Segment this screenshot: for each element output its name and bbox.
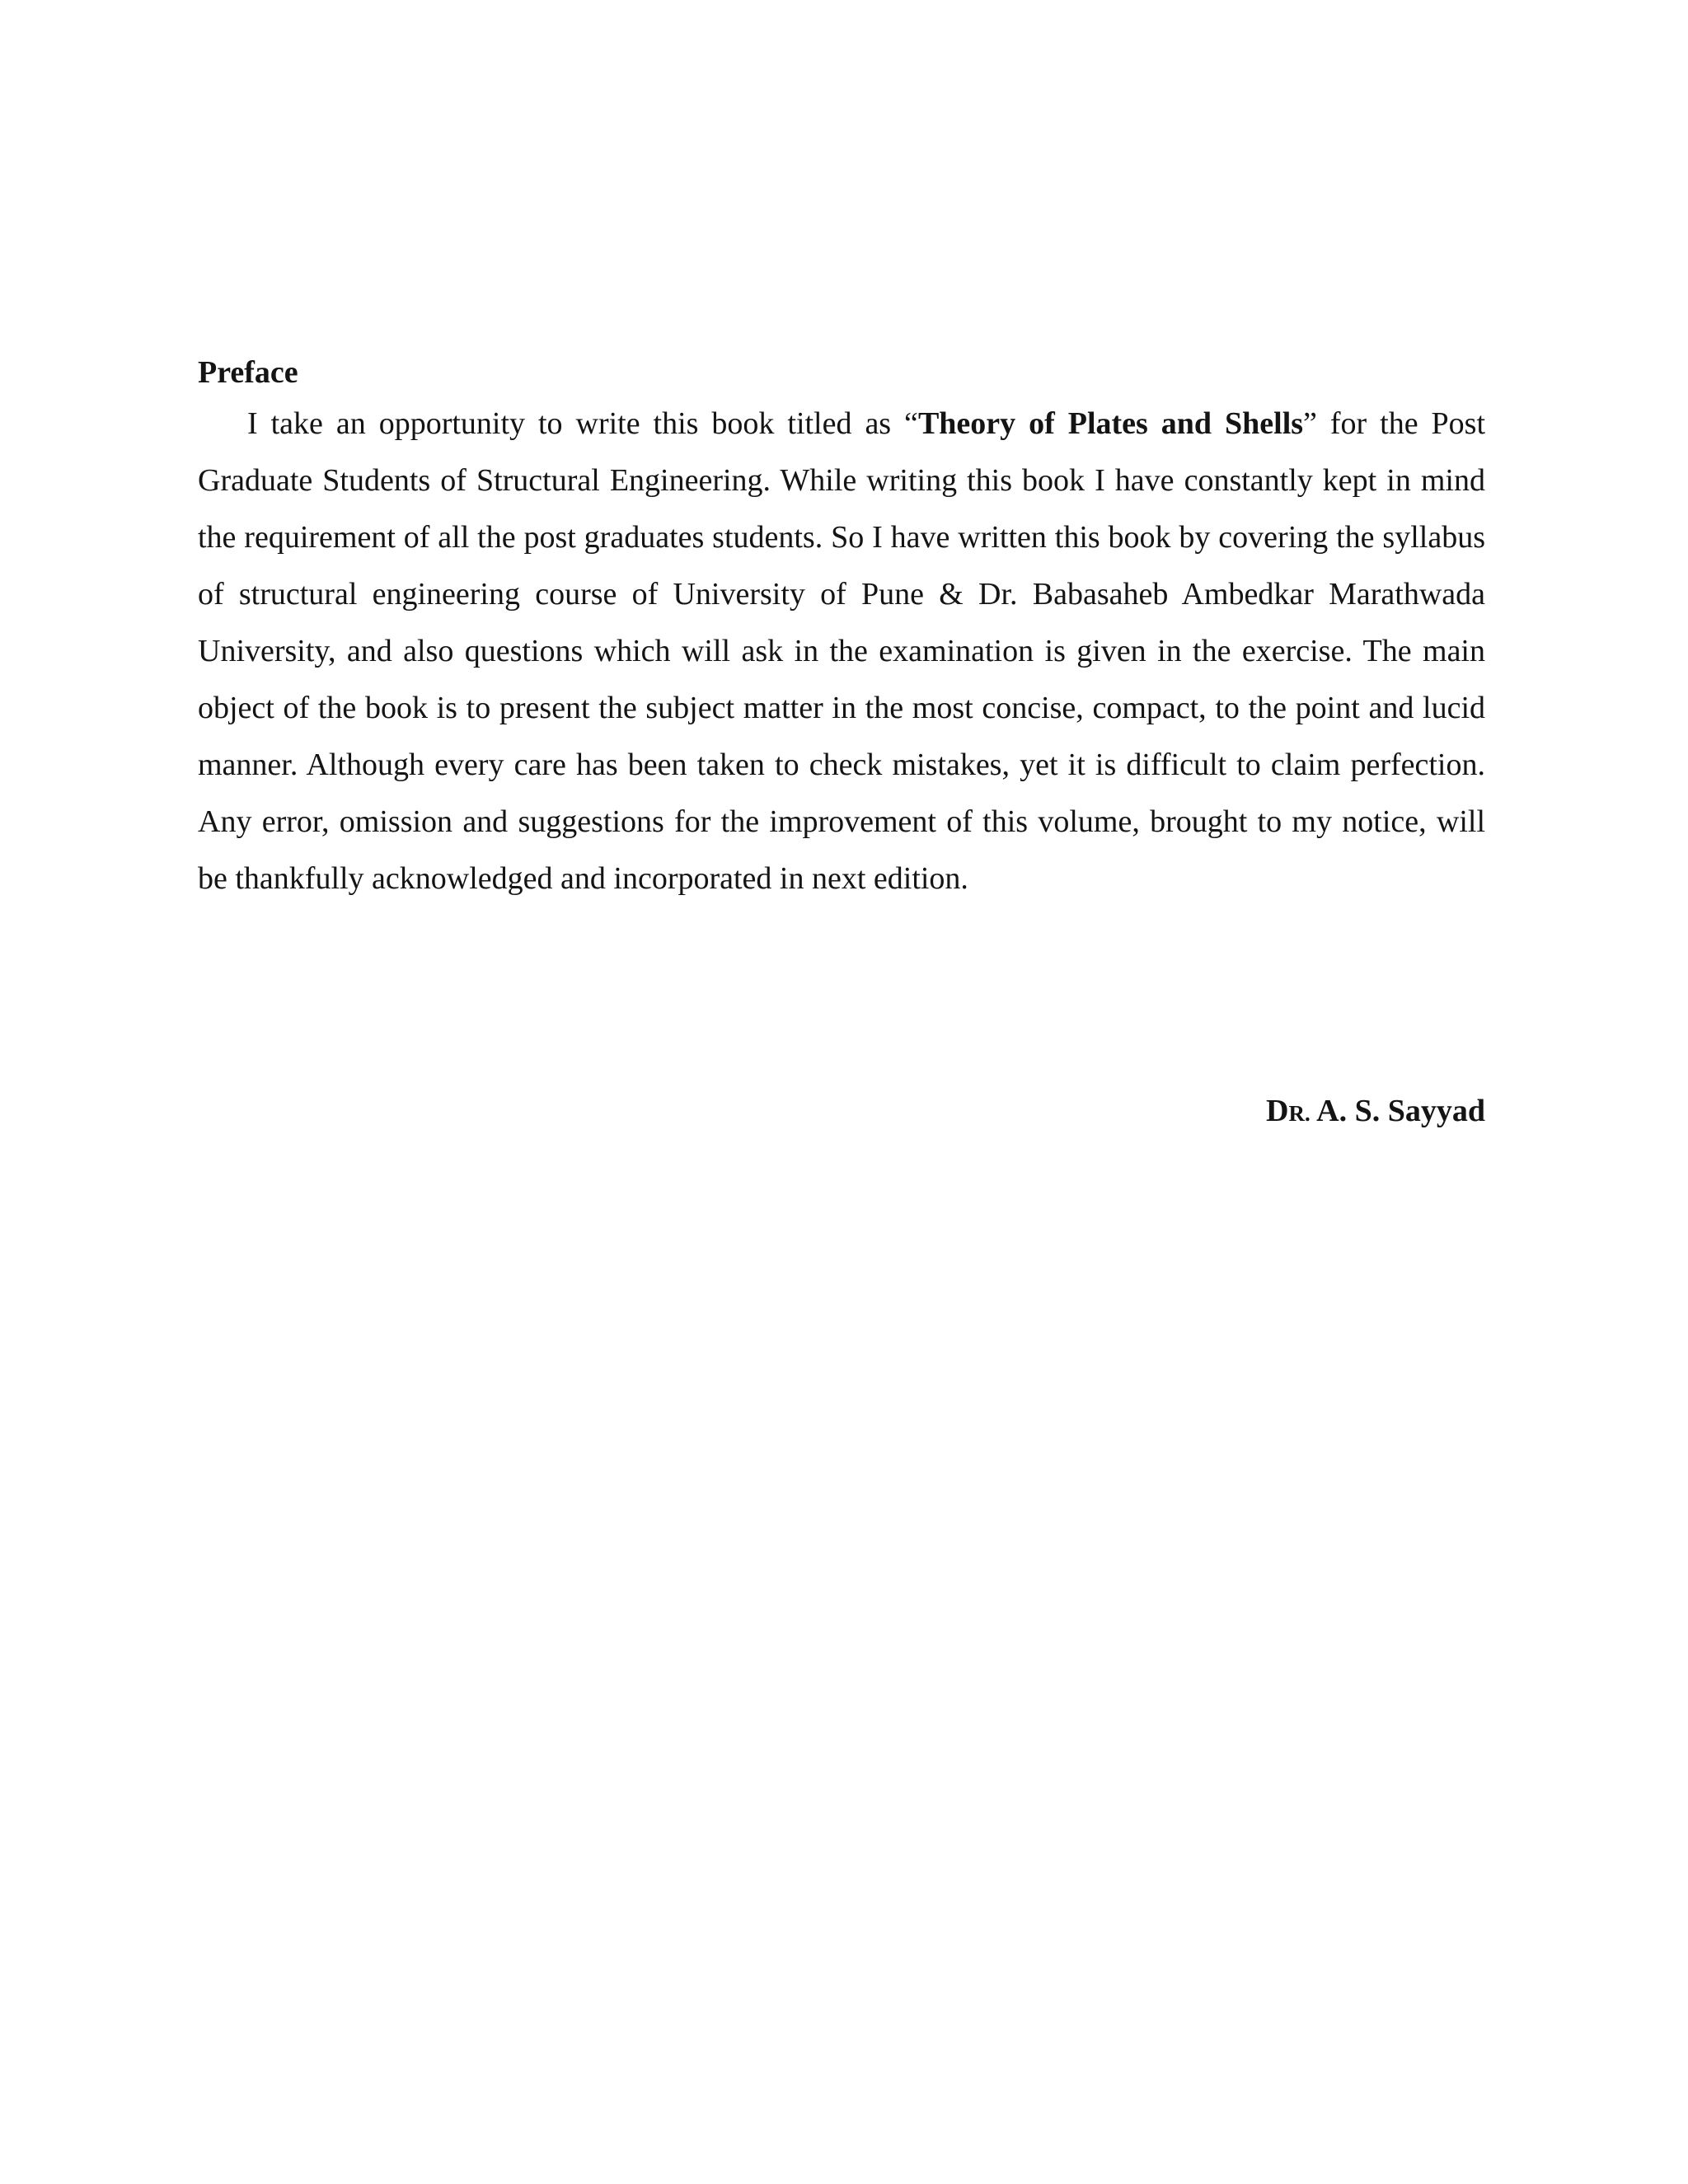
paragraph-body-text: ” for the Post Graduate Students of Structural Engineering. While writing this book I have constantly kept in mind the requirement of all the post graduates students. So I have written this book by covering the syllabus of structural engineering course of University of Pune & Dr. Babasaheb Ambedkar Marathwada University, and also questions which will ask in the examination is given in the exercise. The main object of the book is to present the subject matter in the most concise, compact, to the point and lucid manner. Although every care has been taken to check mistakes, yet it is difficult to claim perfection. Any error, omission and suggestions for the improvement of this volume, brought to my notice, will be thankfully acknowledged and incorporated in next edition. bbox=[198, 406, 1486, 896]
book-title: Theory of Plates and Shells bbox=[917, 406, 1304, 441]
preface-section bbox=[198, 349, 1485, 907]
preface-heading: Preface bbox=[198, 355, 298, 390]
author-signature bbox=[1266, 1088, 1485, 1137]
paragraph-lead-text: I take an opportunity to write this book titled as “ bbox=[247, 406, 918, 441]
signature-title-initial: D bbox=[1266, 1094, 1289, 1128]
preface-paragraph bbox=[198, 396, 1485, 907]
signature-name: A. S. Sayyad bbox=[1310, 1094, 1485, 1128]
signature-title-rest: R. bbox=[1288, 1101, 1311, 1126]
